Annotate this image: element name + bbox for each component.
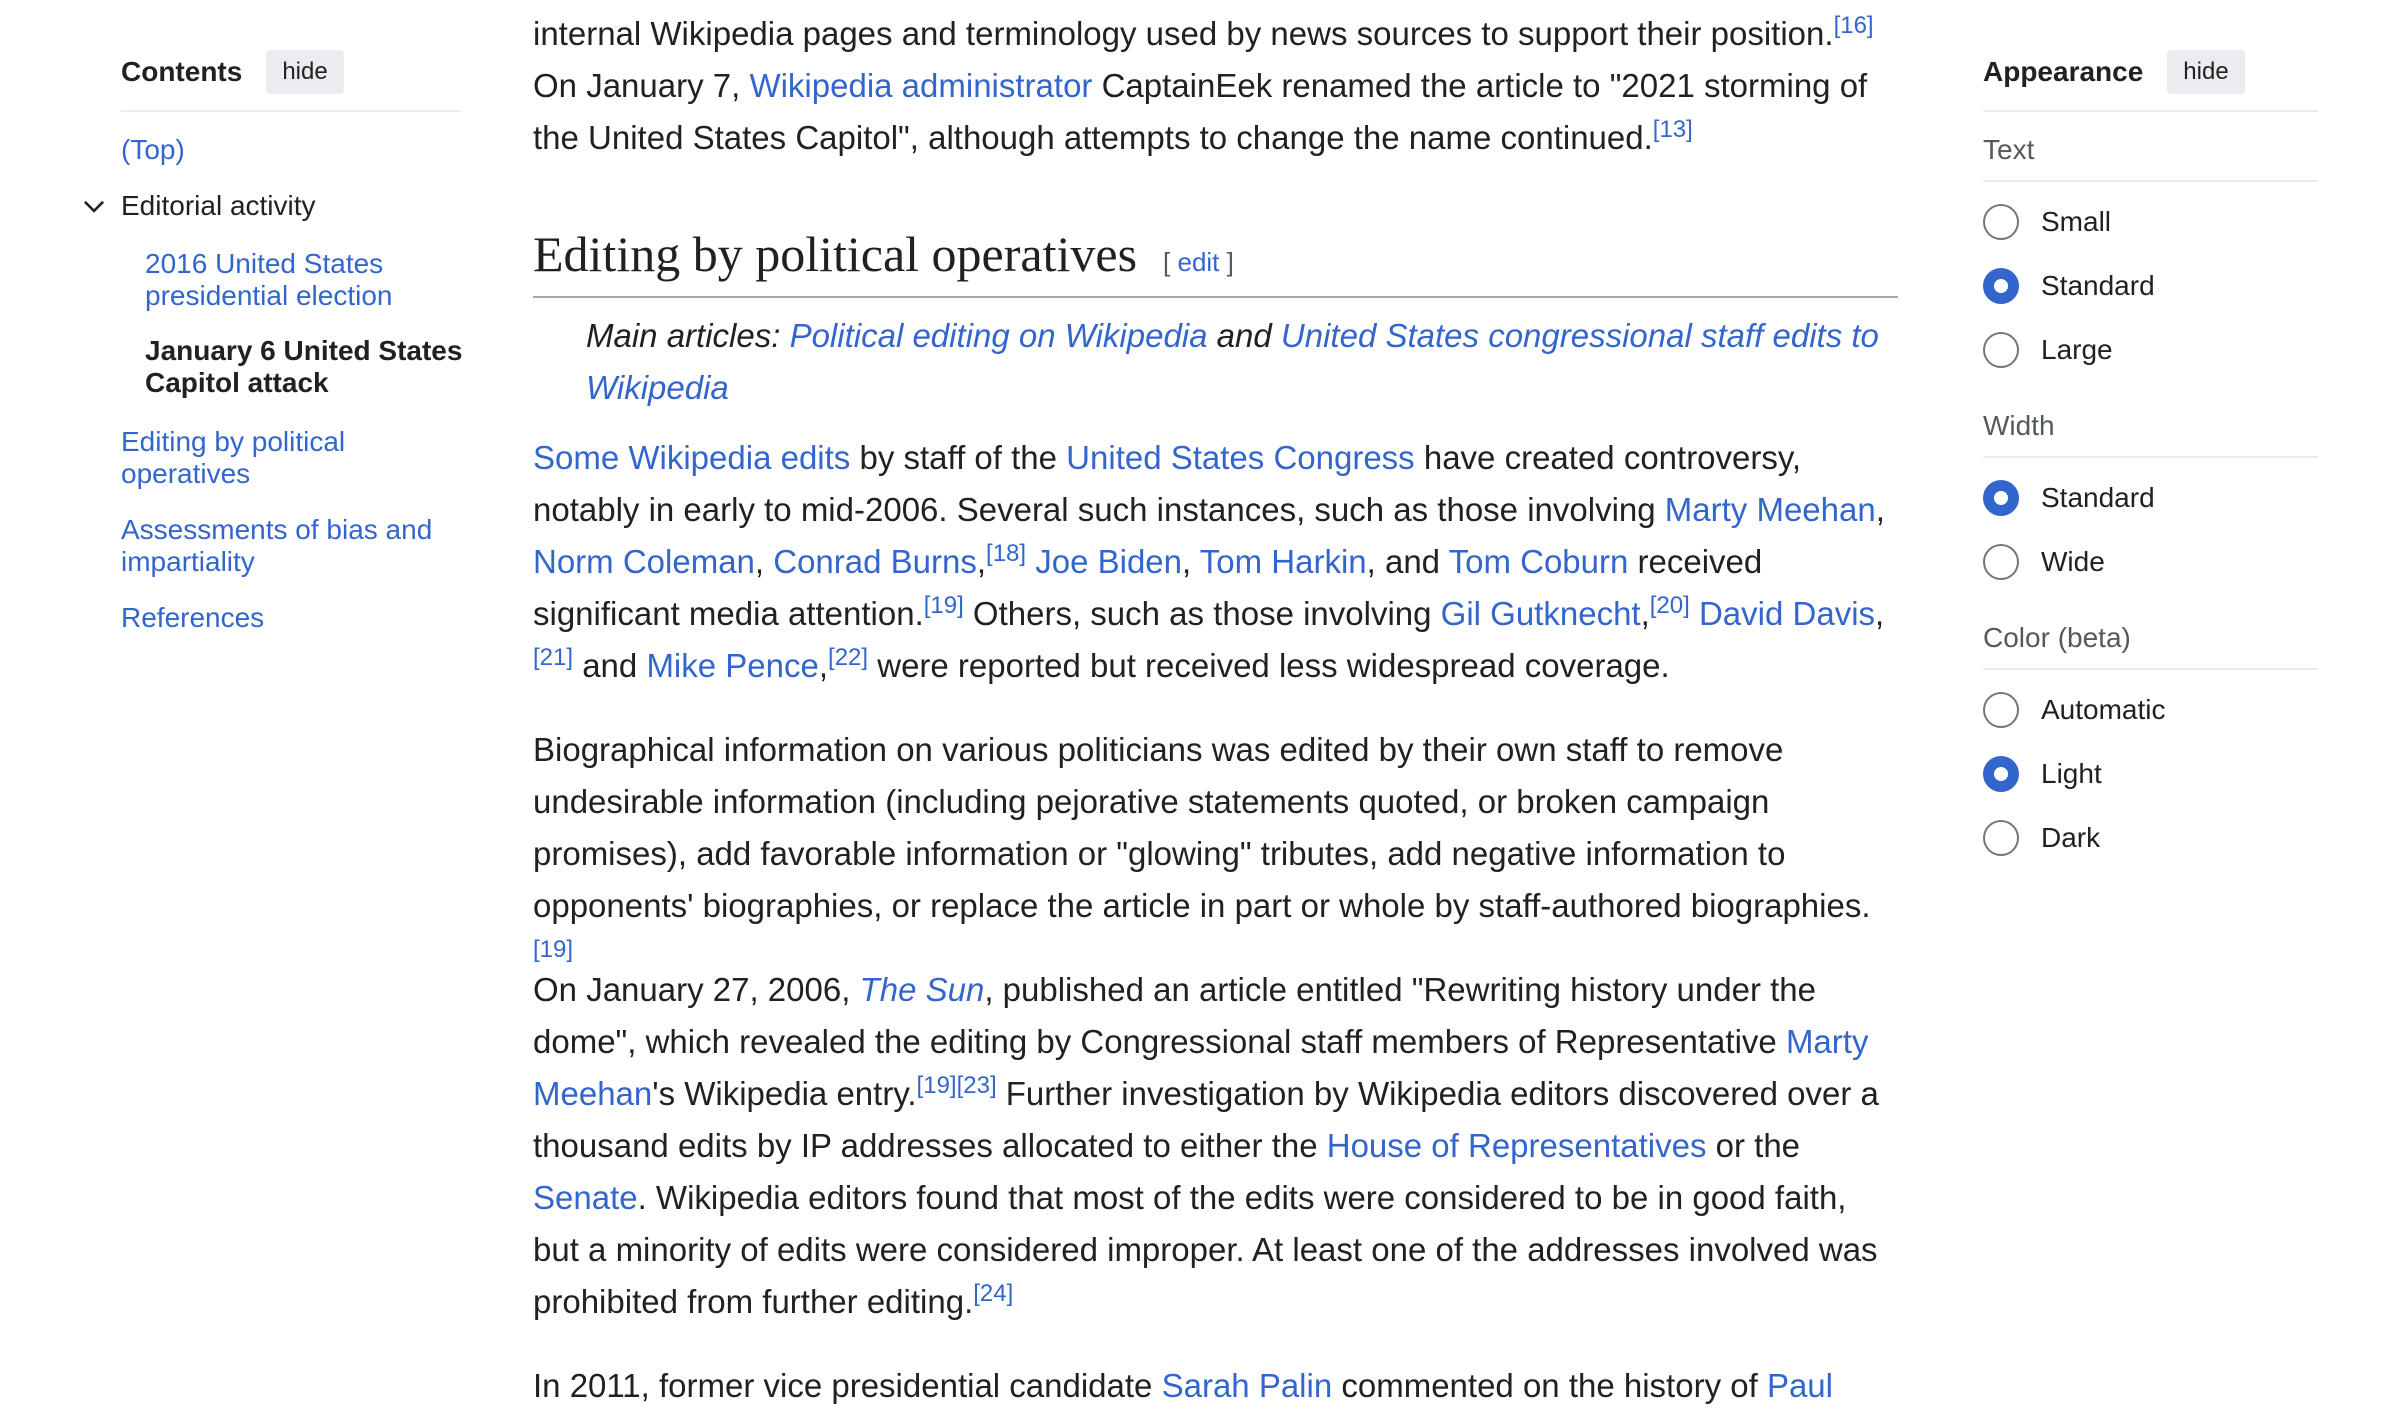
width-label: Width [1983,410,2318,458]
link-congressional-staff-edits[interactable]: United States congressional staff edits to Wikipedia [586,317,1879,406]
edit-section [1163,236,1234,288]
text: On January 7, [533,67,750,104]
toc-item-editing-political[interactable]: Editing by political operatives [121,426,346,489]
appearance-title: Appearance [1983,56,2144,87]
citation-link[interactable]: [18] [986,540,1027,567]
citation-link[interactable]: [23] [956,1072,997,1099]
text: , and [1366,543,1449,580]
link-marty-meehan[interactable]: Marty Meehan [1664,491,1876,528]
link-house-of-representatives[interactable]: House of Representatives [1326,1127,1707,1164]
text: received significant media attention. [533,543,1763,632]
link-some-wikipedia-edits[interactable]: Some Wikipedia edits [533,439,851,476]
radio-width-standard[interactable] [1983,480,2155,516]
toc-header [121,48,461,112]
link-united-states-congress[interactable]: United States Congress [1066,439,1415,476]
citation-link[interactable]: [19] [923,592,964,619]
hatnote-main-articles [586,310,1898,414]
paragraph-intro [533,8,1898,164]
radio-text-small[interactable] [1983,204,2111,240]
link-joe-biden[interactable]: Joe Biden [1035,543,1183,580]
text: Biographical information on various politicians was edited by their own staff to remove undesirable information (including pejorative statements quoted, or broken campaign promises), add favorable information or "glowing" tributes, add negative information to opponents' biographies, or replace the article in part or whole by staff-authored biographies. [533,731,1871,924]
text: internal Wikipedia pages and terminology used by news sources to support their position. [533,15,1834,52]
link-norm-coleman[interactable]: Norm Coleman [533,543,755,580]
text: and [573,647,647,684]
text: In 2011, former vice presidential candidate [533,1367,1162,1404]
radio-label: Large [2041,334,2113,365]
link-mike-pence[interactable]: Mike Pence [646,647,819,684]
text: On January 27, 2006, [533,971,860,1008]
toc-item-top[interactable]: (Top) [121,134,185,165]
text: by staff of the [850,439,1067,476]
text: , [1182,543,1200,580]
citation-link[interactable]: [21] [533,644,574,671]
link-the-sun[interactable]: The Sun [859,971,985,1008]
appearance-header [1983,48,2318,112]
citation-link[interactable]: [24] [973,1280,1014,1307]
section-heading [533,218,1898,298]
text [1026,543,1035,580]
toc-item-assessments[interactable]: Assessments of bias and impartiality [121,514,433,577]
link-wikipedia-administrator[interactable]: Wikipedia administrator [749,67,1093,104]
radio-circle[interactable] [1983,756,2019,792]
radio-width-wide[interactable] [1983,544,2105,580]
text: , published an article entitled "Rewriting history under the dome", which revealed the editing by Congressional staff members of Representative [533,971,1816,1060]
radio-circle[interactable] [1983,692,2019,728]
radio-color-dark[interactable] [1983,820,2100,856]
text: commented on the history of [1332,1367,1767,1404]
radio-circle[interactable] [1983,820,2019,856]
paragraph-3 [533,964,1898,1328]
text: CaptainEek renamed the article to "2021 storming of the United States Capitol", although attempts to change the name continued. [533,67,1868,156]
paragraph-2 [533,724,1898,984]
citation-link[interactable]: [16] [1833,12,1874,39]
bracket: ] [1219,247,1234,277]
radio-label: Standard [2041,270,2155,301]
radio-circle[interactable] [1983,480,2019,516]
color-label: Color (beta) [1983,622,2318,670]
toc-item-editorial-activity[interactable]: Editorial activity [121,190,316,221]
link-senate[interactable]: Senate [533,1179,638,1216]
bracket: [ [1163,247,1178,277]
radio-label: Light [2041,758,2102,789]
citation-link[interactable]: [19] [916,1072,957,1099]
text: Further investigation by Wikipedia editors discovered over a thousand edits by IP addresses allocated to either the [533,1075,1879,1164]
radio-circle[interactable] [1983,204,2019,240]
radio-label: Dark [2041,822,2101,853]
paragraph-1 [533,432,1898,692]
radio-label: Standard [2041,482,2155,513]
link-political-editing[interactable]: Political editing on Wikipedia [789,317,1208,354]
citation-link[interactable]: [13] [1652,116,1693,143]
edit-section-link[interactable]: edit [1177,247,1220,277]
text: , [818,647,829,684]
radio-label: Automatic [2041,694,2166,725]
radio-circle[interactable] [1983,544,2019,580]
text: , [1875,595,1885,632]
link-tom-coburn[interactable]: Tom Coburn [1448,543,1629,580]
paragraph-4 [533,1360,1898,1412]
text: or the [1706,1127,1801,1164]
toc-item-references[interactable]: References [121,602,265,633]
radio-color-light[interactable] [1983,756,2102,792]
text: , [754,543,774,580]
chevron-down-icon[interactable] [81,194,107,220]
link-sarah-palin[interactable]: Sarah Palin [1161,1367,1333,1404]
citation-link[interactable]: [22] [828,644,869,671]
radio-text-standard[interactable] [1983,268,2155,304]
text: , [1875,491,1885,528]
radio-label: Wide [2041,546,2105,577]
text: , [1640,595,1650,632]
toc-title: Contents [121,56,243,87]
text: and [1207,317,1281,354]
link-tom-harkin[interactable]: Tom Harkin [1199,543,1367,580]
toc-item-january-6-active[interactable]: January 6 United States Capitol attack [145,335,463,398]
text [1690,595,1699,632]
link-paul[interactable]: Paul [1766,1367,1833,1404]
hatnote-prefix: Main articles: [586,317,790,354]
radio-text-large[interactable] [1983,332,2113,368]
text: . Wikipedia editors found that most of the edits were considered to be in good faith, but a minority of edits were considered improper. At least one of the addresses involved was prohibited from further editing. [533,1179,1878,1320]
text: were reported but received less widespread coverage. [868,647,1670,684]
radio-circle[interactable] [1983,332,2019,368]
link-marty-meehan[interactable]: Marty Meehan [533,1023,1869,1112]
text: Others, such as those involving [963,595,1441,632]
text: have created controversy, notably in early to mid-2006. Several such instances, such as those involving [533,439,1802,528]
link-david-davis[interactable]: David Davis [1698,595,1876,632]
link-gil-gutknecht[interactable]: Gil Gutknecht [1440,595,1641,632]
appearance-panel [1983,48,2318,853]
radio-color-automatic[interactable] [1983,692,2166,728]
table-of-contents [121,48,463,633]
appearance-hide-button[interactable]: hide [2167,50,2244,94]
text: 's Wikipedia entry. [652,1075,917,1112]
toc-item-2016-election[interactable]: 2016 United States presidential election [145,248,393,311]
section-title: Editing by political operatives [533,226,1138,282]
link-conrad-burns[interactable]: Conrad Burns [773,543,977,580]
citation-link[interactable]: [19] [533,936,574,963]
toc-hide-button[interactable]: hide [266,50,343,94]
radio-circle[interactable] [1983,268,2019,304]
radio-label: Small [2041,206,2112,237]
text: , [976,543,987,580]
text-size-label: Text [1983,134,2318,182]
citation-link[interactable]: [20] [1649,592,1690,619]
